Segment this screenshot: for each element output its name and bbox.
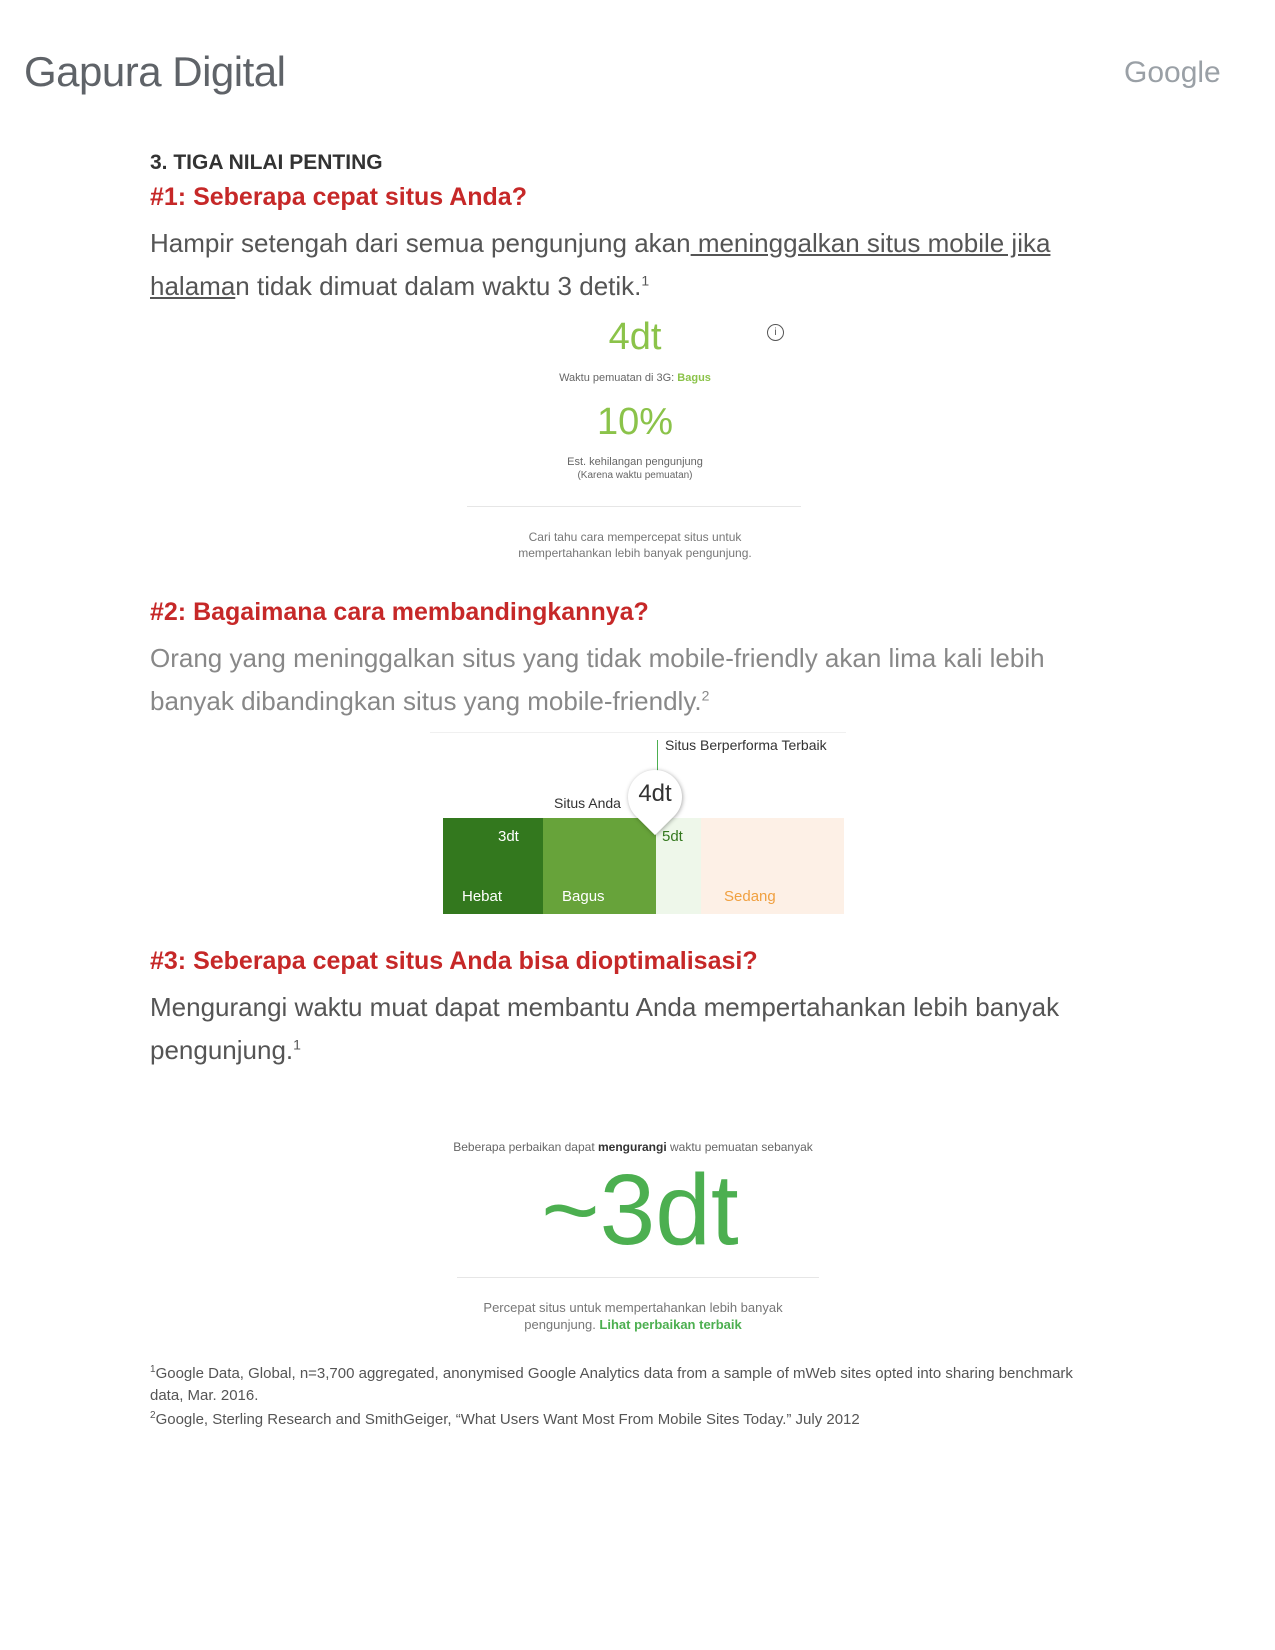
visitor-loss-value: 10% [596,401,674,443]
q2-title: #2: Bagaimana cara membandingkannya? [150,598,649,626]
widget1-divider [467,506,801,507]
q1-footnote-ref: 1 [641,272,650,289]
q1-title: #1: Seberapa cepat situs Anda? [150,183,527,211]
load-time-label [435,372,835,384]
widget3-divider [457,1277,819,1278]
q3-paragraph [150,986,1120,1072]
info-icon[interactable]: i [767,324,784,341]
q2-footnote-ref: 2 [701,687,710,704]
widget3-caption-bold: mengurangi [598,1140,667,1154]
q3-title: #3: Seberapa cepat situs Anda bisa dioptimalisasi? [150,947,758,975]
tick-3dt: 3dt [498,828,519,845]
load-time-value: 4dt [608,316,662,358]
q3-footnote-ref: 1 [293,1036,301,1053]
label-bagus: Bagus [562,888,605,905]
footnote-1-marker: 1 [150,1364,156,1375]
q1-link-part1[interactable]: meninggalkan situs mobile jika [690,228,1051,258]
tick-5dt: 5dt [662,828,683,845]
footnote-1 [150,1363,1110,1407]
visitor-loss-sub: (Karena waktu pemuatan) [577,470,693,481]
visitor-loss-label: Est. kehilangan pengunjung [567,456,703,468]
widget1-cta-line1: Cari tahu cara mempercepat situs untuk [528,530,742,544]
q1-text-before: Hampir setengah dari semua pengunjung akan [150,228,691,258]
footnote-2-text: Google, Sterling Research and SmithGeiger, “What Users Want Most From Mobile Sites Today.” July 2012 [155,1411,860,1428]
q3-text: Mengurangi waktu muat dapat membantu Anda mempertahankan lebih banyak pengunjung. [150,992,1060,1065]
widget3-cta-line1: Percepat situs untuk mempertahankan lebih banyak [483,1300,783,1315]
widget3-cta-line2 [433,1317,833,1332]
footnote-2 [150,1409,1110,1431]
section-title: 3. TIGA NILAI PENTING [150,151,383,174]
load-label-text: Waktu pemuatan di 3G: [559,372,678,384]
load-rating: Bagus [677,372,711,384]
best-site-marker-line [657,740,658,772]
q2-paragraph [150,637,1120,723]
label-sedang: Sedang [724,888,776,905]
google-logo: Google [1124,56,1221,89]
footnote-1-text: Google Data, Global, n=3,700 aggregated, anonymised Google Analytics data from a sample of mWeb sites opted into sharing benchmark data, Mar. 2016. [150,1365,1073,1404]
your-site-label: Situs Anda [554,795,621,811]
label-hebat: Hebat [462,888,503,905]
your-site-time: 4dt [638,780,672,807]
q1-text-after: n tidak dimuat dalam waktu 3 detik. [235,271,642,301]
q1-paragraph [150,222,1120,308]
widget3-cta-text: pengunjung. [524,1317,600,1332]
q2-text: Orang yang meninggalkan situs yang tidak mobile-friendly akan lima kali lebih banyak dibandingkan situs yang mobile-friendly. [150,643,1045,716]
widget2-top-divider [430,732,846,733]
widget3-caption [433,1140,833,1154]
widget3-caption-after: waktu pemuatan sebanyak [666,1140,813,1154]
brand-title: Gapura Digital [24,48,286,95]
widget3-caption-before: Beberapa perbaikan dapat [453,1140,598,1154]
best-site-label: Situs Berperforma Terbaik [665,737,827,753]
widget1-cta-line2: mempertahankan lebih banyak pengunjung. [518,546,752,560]
best-fixes-link[interactable]: Lihat perbaikan terbaik [599,1317,742,1332]
q1-link-part2[interactable]: halama [150,271,236,301]
footnote-2-marker: 2 [150,1410,156,1421]
reduction-value: ~3dt [541,1154,739,1266]
